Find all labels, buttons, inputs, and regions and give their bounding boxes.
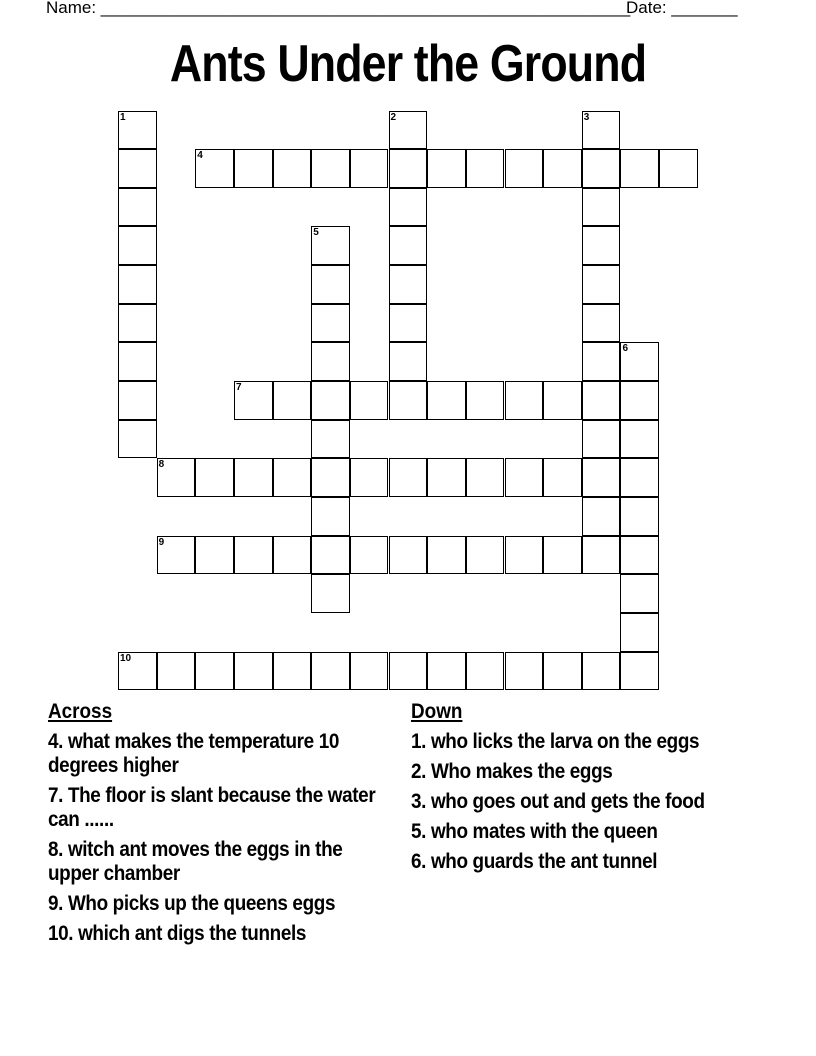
crossword-cell[interactable] (466, 652, 505, 691)
clue-label: 9. (48, 892, 64, 915)
crossword-cell[interactable] (620, 149, 659, 188)
crossword-cell[interactable] (273, 458, 312, 497)
down-clue (411, 850, 753, 874)
crossword-cell[interactable] (505, 458, 544, 497)
crossword-cell[interactable] (582, 652, 621, 691)
crossword-cell[interactable] (505, 149, 544, 188)
down-clues (411, 700, 756, 880)
crossword-cell[interactable] (195, 652, 234, 691)
crossword-cell[interactable] (620, 497, 659, 536)
crossword-cell[interactable] (118, 304, 157, 343)
crossword-cell[interactable] (389, 381, 428, 420)
clue-label: 8. (48, 838, 64, 861)
crossword-cell[interactable] (466, 536, 505, 575)
crossword-cell[interactable] (311, 536, 350, 575)
clue-text: who goes out and gets the food (430, 790, 705, 813)
crossword-cell[interactable] (389, 458, 428, 497)
crossword-cell[interactable] (118, 149, 157, 188)
crossword-cell[interactable] (389, 652, 428, 691)
across-heading: Across (48, 700, 113, 723)
down-heading: Down (411, 700, 463, 723)
crossword-cell[interactable] (582, 420, 621, 459)
clue-text: what makes the temperature 10 degrees higher (48, 730, 340, 777)
clue-number-2: 2 (390, 111, 397, 123)
crossword-cell[interactable] (427, 381, 466, 420)
across-clue (48, 784, 390, 832)
clue-number-10: 10 (120, 652, 132, 664)
down-clue (411, 730, 753, 754)
crossword-cell[interactable] (427, 536, 466, 575)
crossword-cell[interactable] (620, 420, 659, 459)
crossword-cell[interactable] (350, 458, 389, 497)
crossword-cell[interactable] (157, 652, 196, 691)
crossword-cell[interactable] (118, 188, 157, 227)
crossword-cell[interactable] (389, 536, 428, 575)
crossword-cell[interactable] (543, 652, 582, 691)
crossword-cell[interactable] (350, 381, 389, 420)
crossword-cell[interactable] (234, 536, 273, 575)
crossword-cell[interactable] (582, 226, 621, 265)
clue-number-8: 8 (158, 459, 165, 471)
crossword-cell[interactable] (118, 420, 157, 459)
across-clue (48, 730, 390, 778)
crossword-cell[interactable] (311, 420, 350, 459)
clue-number-7: 7 (235, 382, 242, 394)
crossword-cell[interactable] (195, 458, 234, 497)
crossword-cell[interactable] (311, 652, 350, 691)
crossword-cell[interactable] (582, 342, 621, 381)
across-clue (48, 892, 390, 916)
crossword-cell[interactable] (582, 497, 621, 536)
clue-label: 3. (411, 790, 427, 813)
clue-label: 1. (411, 730, 427, 753)
clue-label: 6. (411, 850, 427, 873)
across-clues (48, 700, 393, 952)
clue-label: 5. (411, 820, 427, 843)
crossword-cell[interactable] (620, 536, 659, 575)
clue-text: who guards the ant tunnel (430, 850, 658, 873)
clue-number-9: 9 (158, 536, 165, 548)
clue-number-6: 6 (622, 343, 628, 355)
crossword-cell[interactable] (466, 381, 505, 420)
crossword-cell[interactable] (582, 536, 621, 575)
crossword-cell[interactable] (118, 226, 157, 265)
crossword-cell[interactable] (620, 613, 659, 652)
crossword-cell[interactable] (543, 149, 582, 188)
clue-text: The floor is slant because the water can ...... (48, 784, 376, 831)
crossword-cell[interactable] (582, 381, 621, 420)
crossword-cell[interactable] (620, 652, 659, 691)
crossword-cell[interactable] (311, 304, 350, 343)
crossword-cell[interactable] (234, 149, 273, 188)
crossword-cell[interactable] (389, 265, 428, 304)
crossword-cell[interactable] (389, 226, 428, 265)
crossword-cell[interactable] (273, 536, 312, 575)
crossword-cell[interactable] (659, 149, 698, 188)
clue-label: 7. (48, 784, 64, 807)
crossword-cell[interactable] (273, 381, 312, 420)
down-clue (411, 760, 753, 784)
crossword-cell[interactable] (427, 149, 466, 188)
crossword-cell[interactable] (389, 304, 428, 343)
crossword-cell[interactable] (311, 149, 350, 188)
crossword-cell[interactable] (350, 652, 389, 691)
clue-number-4: 4 (197, 150, 203, 162)
crossword-cell[interactable] (582, 265, 621, 304)
crossword-cell[interactable] (466, 458, 505, 497)
crossword-cell[interactable] (582, 149, 621, 188)
across-clue (48, 838, 390, 886)
down-clue (411, 820, 753, 844)
crossword-cell[interactable] (427, 458, 466, 497)
crossword-cell[interactable] (582, 304, 621, 343)
crossword-cell[interactable] (311, 458, 350, 497)
crossword-cell[interactable] (543, 536, 582, 575)
crossword-cell[interactable] (543, 381, 582, 420)
crossword-cell[interactable] (350, 536, 389, 575)
crossword-cell[interactable] (466, 149, 505, 188)
crossword-cell[interactable] (389, 188, 428, 227)
crossword-cell[interactable] (505, 536, 544, 575)
crossword-cell[interactable] (543, 458, 582, 497)
crossword-cell[interactable] (234, 652, 273, 691)
clue-label: 2. (411, 760, 427, 783)
crossword-cell[interactable] (118, 342, 157, 381)
crossword-cell[interactable] (311, 574, 350, 613)
clue-number-3: 3 (583, 111, 590, 123)
clue-text: who licks the larva on the eggs (430, 730, 700, 753)
across-clue (48, 922, 390, 946)
crossword-cell[interactable] (350, 149, 389, 188)
crossword-cell[interactable] (620, 574, 659, 613)
crossword-cell[interactable] (427, 652, 466, 691)
crossword-cell[interactable] (195, 536, 234, 575)
clue-text: witch ant moves the eggs in the upper chamber (48, 838, 343, 885)
crossword-cell[interactable] (582, 188, 621, 227)
crossword-cell[interactable] (389, 342, 428, 381)
clue-text: Who makes the eggs (430, 760, 613, 783)
crossword-cell[interactable] (505, 381, 544, 420)
date-field-label: Date: _______ (626, 0, 738, 17)
clue-number-1: 1 (120, 111, 126, 123)
clue-label: 10. (48, 922, 74, 945)
clue-text: which ant digs the tunnels (78, 922, 307, 945)
crossword-cell[interactable] (118, 381, 157, 420)
crossword-cell[interactable] (620, 458, 659, 497)
clue-number-5: 5 (313, 227, 319, 239)
crossword-cell[interactable] (620, 381, 659, 420)
crossword-cell[interactable] (582, 458, 621, 497)
page-title: Ants Under the Ground (169, 35, 647, 93)
crossword-cell[interactable] (505, 652, 544, 691)
crossword-cell[interactable] (234, 458, 273, 497)
crossword-cell[interactable] (273, 149, 312, 188)
name-field-label: Name: ________________________________________________________ (46, 0, 631, 17)
crossword-cell[interactable] (311, 342, 350, 381)
clue-text: Who picks up the queens eggs (67, 892, 336, 915)
clue-text: who mates with the queen (430, 820, 658, 843)
crossword-cell[interactable] (311, 265, 350, 304)
crossword-cell[interactable] (118, 265, 157, 304)
crossword-cell[interactable] (311, 381, 350, 420)
clue-label: 4. (48, 730, 64, 753)
crossword-cell[interactable] (311, 497, 350, 536)
crossword-cell[interactable] (389, 149, 428, 188)
down-clue (411, 790, 753, 814)
crossword-cell[interactable] (273, 652, 312, 691)
